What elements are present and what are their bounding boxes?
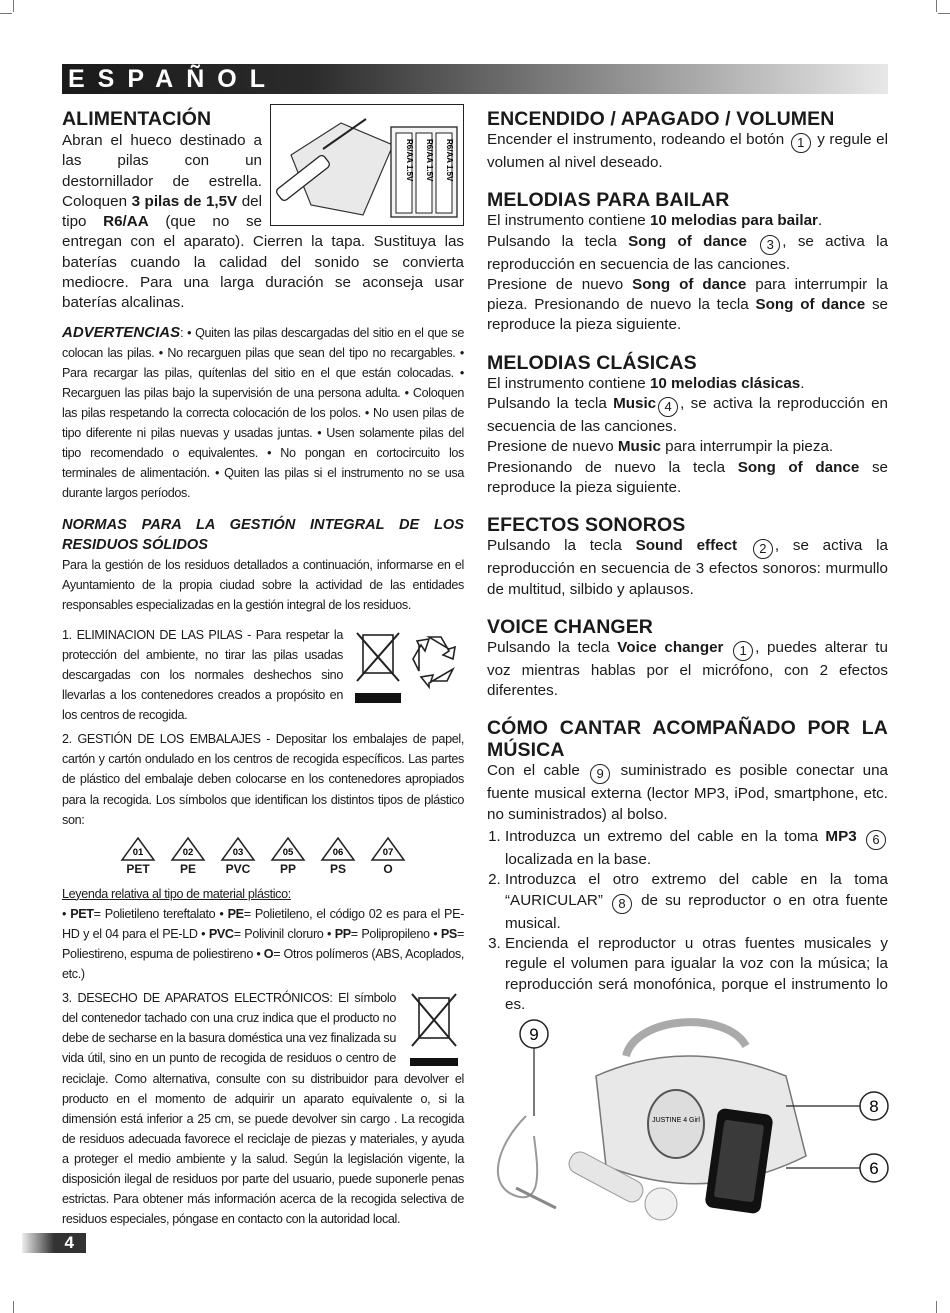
crop-mark (936, 0, 937, 12)
plastic-code-o: 07 O (370, 836, 406, 876)
page-number-box (22, 1233, 86, 1253)
brand-label: JUSTINE 4 Girl (652, 1117, 700, 1124)
product-illustration (486, 1016, 890, 1228)
recycle-triangle-icon (220, 836, 256, 862)
callout-6: 6 (869, 1159, 879, 1178)
recycle-icon (413, 637, 455, 687)
normas-title: NORMAS PARA LA GESTIÓN INTEGRAL DE LOS RESIDUOS SÓLIDOS (62, 516, 464, 553)
list-item: 2. Introduzca el otro extremo del cable en la toma “AURICULAR” 8 de su reproductor o en otra fuente musical. (505, 870, 888, 934)
section-title-voice: VOICE CHANGER (487, 615, 653, 638)
microphone-head (645, 1188, 677, 1220)
list-item: 3. Encienda el reproductor u otras fuentes musicales y regule el volumen para igualar la voz con la música; la reproducción será monofónica, porque el instrumento lo es. (505, 934, 888, 1015)
crossed-bin-icon (355, 633, 401, 703)
cantar-steps (487, 827, 888, 1015)
crossed-bin-icon (404, 988, 464, 1068)
plastic-code-pp: 05 PP (270, 836, 306, 876)
recycle-icons (349, 625, 464, 705)
callout-number: 2 (753, 539, 773, 559)
plastic-codes-row (62, 836, 464, 876)
callout-number: 4 (658, 397, 678, 417)
alimentacion-text: Abran el hueco destinado a las pilas con un destornillador de estrella. Coloquen 3 pilas de 1,5V del tipo R6/AA (que no se entregan con el aparato). Cierren la tapa. Sustituya las baterías cuando la calidad del sonido se convierta mediocre. Para una larga duración se aconseja usar baterías alcalinas. (62, 132, 464, 312)
normas-intro: Para la gestión de los residuos detallados a continuación, informarse en el Ayuntamiento de la propia ciudad sobre la actividad de las entidades responsables especializadas en la gestión integral de los residuos. (62, 557, 464, 612)
handle (626, 1022, 746, 1056)
battery-illustration (270, 104, 464, 226)
recycle-triangle-icon (370, 836, 406, 862)
cantar-text: Con el cable 9 suministrado es posible conectar una fuente musical externa (lector MP3, iPod, smartphone, etc. no suministrados) al bolso. (487, 762, 888, 823)
audio-cable (498, 1116, 537, 1197)
pilas-block (62, 625, 464, 725)
section-title-cantar: CÓMO CANTAR ACOMPAÑADO POR LA MÚSICA (487, 717, 888, 762)
language-header (62, 64, 888, 94)
callout-number: 1 (791, 133, 811, 153)
crop-mark (13, 0, 14, 12)
svg-text:05: 05 (282, 846, 294, 858)
plastic-code-pe: 02 PE (170, 836, 206, 876)
section-title-clasicas: MELODIAS CLÁSICAS (487, 351, 697, 374)
svg-text:07: 07 (382, 846, 394, 858)
plastic-code-pet: 01 PET (120, 836, 156, 876)
recycle-triangle-icon (320, 836, 356, 862)
desecho-text: 3. DESECHO DE APARATOS ELECTRÓNICOS: El símbolo del contenedor tachado con una cruz indica que el producto no debe de secharse en la basura doméstica una vez finalizada su vida útil, sino en un punto de recogida de residuos o centro de reciclaje. Como alternativa, consulte con su distribuidor para devolver el producto en el momento de adquirir un aparato equivalente o, si la dimensión está inferior a 25 cm, se puede devolver sin cargo . La recogida de residuos adecuada favorece el reciclaje de piezas y materiales, y ayuda a proteger el medio ambiente y la salud. Según la legislación vigente, la disposición ilegal de residuos por parte del usuario, puede suponerle penas estrictas. Para obtener más información acerca de la recogida selectiva de residuos especiales, póngase en contacto con la autoridad local. (62, 991, 464, 1227)
svg-text:02: 02 (182, 846, 194, 858)
plastic-code-pvc: 03 PVC (220, 836, 256, 876)
section-title-bailar: MELODIAS PARA BAILAR (487, 189, 730, 212)
page-number: 4 (64, 1233, 74, 1252)
encendido-text: Encender el instrumento, rodeando el botón 1 y regule el volumen al nivel deseado. (487, 131, 888, 171)
battery-label: R6/AA 1.5V (425, 139, 434, 182)
crop-mark (0, 13, 12, 14)
section-title-encendido: ENCENDIDO / APAGADO / VOLUMEN (487, 108, 835, 130)
leyenda-text: • PET= Polietileno tereftalato • PE= Polietileno, el código 02 es para el PE-HD y el 04 para el PE-LD • PVC= Polivinil cloruro • PP= Polipropileno • PS= Poliestireno, espuma de poliestireno • O= Otros polímeros (ABS, Acoplados, etc.) (62, 906, 464, 982)
recycle-triangle-icon (270, 836, 306, 862)
callout-9: 9 (529, 1025, 539, 1044)
mirror (648, 1090, 704, 1158)
recycle-triangle-icon (120, 836, 156, 862)
battery-label: R6/AA 1.5V (445, 139, 454, 182)
embalajes-text: 2. GESTIÓN DE LOS EMBALAJES - Depositar los embalajes de papel, cartón y cartón ondulado en los centros de recogida específicos. Las partes de plástico del embalaje deben colocarse en los contenedores apropiados para la recogida. Los símbolos que identifican los distintos tipos de plástico son: (62, 732, 464, 827)
svg-text:03: 03 (232, 846, 244, 858)
recycle-triangle-icon (170, 836, 206, 862)
leyenda-title: Leyenda relativa al tipo de material plástico: (62, 886, 291, 901)
section-title-alimentacion: ALIMENTACIÓN (62, 108, 212, 130)
right-column (487, 108, 888, 1015)
section-title-efectos: EFECTOS SONOROS (487, 514, 686, 537)
efectos-text: Pulsando la tecla Sound effect 2 , se activa la reproducción en secuencia de 3 efectos sonoros: murmullo de multitud, silbido y aplausos. (487, 537, 888, 598)
svg-text:01: 01 (132, 846, 144, 858)
advertencias-text: ADVERTENCIAS: • Quiten las pilas descargadas del sitio en el que se colocan las pilas. • No recarguen pilas que sean del tipo no recargables. • Para recargar las pilas, quítenlas del sitio en el que están colocadas. • Recarguen las pilas bajo la supervisión de una persona adulta. • Coloquen las pilas respetando la correcta colocación de los polos. • No usen pilas de tipo diferente ni pilas nuevas y usadas juntas. • Usen solamente pilas del tipo recomendado o equivalentes. • No pongan en cortocircuito los terminales de alimentación. • Quiten las pilas si el instrumento no se usa durante largos períodos. (62, 323, 464, 501)
battery-compartment-icon (271, 105, 462, 224)
callout-number: 3 (760, 235, 780, 255)
clasicas-text: El instrumento contiene 10 melodias clásicas. Pulsando la tecla Music 4 , se activa la reproducción en secuencia de las canciones. Presione de nuevo Music para interrumpir la pieza. Presionando de nuevo la tecla Song of dance se reproduce la pieza siguiente. (487, 374, 888, 496)
crop-mark (936, 1301, 937, 1313)
left-column (62, 108, 464, 1229)
crop-mark (13, 1301, 14, 1313)
svg-text:06: 06 (332, 846, 344, 858)
callout-8: 8 (869, 1097, 879, 1116)
bailar-text: El instrumento contiene 10 melodias para bailar. Pulsando la tecla Song of dance 3 , se activa la reproducción en secuencia de las canciones. Presione de nuevo Song of dance para interrumpir la pieza. Presionando de nuevo la tecla Song of dance se reproduce la pieza siguiente. (487, 212, 888, 334)
callout-number: 8 (612, 894, 632, 914)
callout-number: 9 (590, 764, 610, 784)
crop-mark (938, 13, 950, 14)
voice-text: Pulsando la tecla Voice changer 1 , puedes alterar tu voz mientras hablas por el micrófono, con 2 efectos diferentes. (487, 638, 888, 700)
eliminacion-pilas-text: 1. ELIMINACION DE LAS PILAS - Para respetar la protección del ambiente, no tirar las pilas usadas descargadas con los normales deshechos sino llevarlas a los contenedores creados a propósito en los centros de recogida. (62, 627, 343, 723)
callout-number: 6 (866, 830, 886, 850)
language-title: ESPAÑOL (68, 65, 278, 93)
battery-label: R6/AA 1.5V (405, 139, 414, 182)
desecho-block (62, 988, 464, 1229)
plastic-code-ps: 06 PS (320, 836, 356, 876)
list-item: 1. Introduzca un extremo del cable en la toma MP3 6 localizada en la base. (505, 827, 888, 870)
callout-number: 1 (733, 641, 753, 661)
